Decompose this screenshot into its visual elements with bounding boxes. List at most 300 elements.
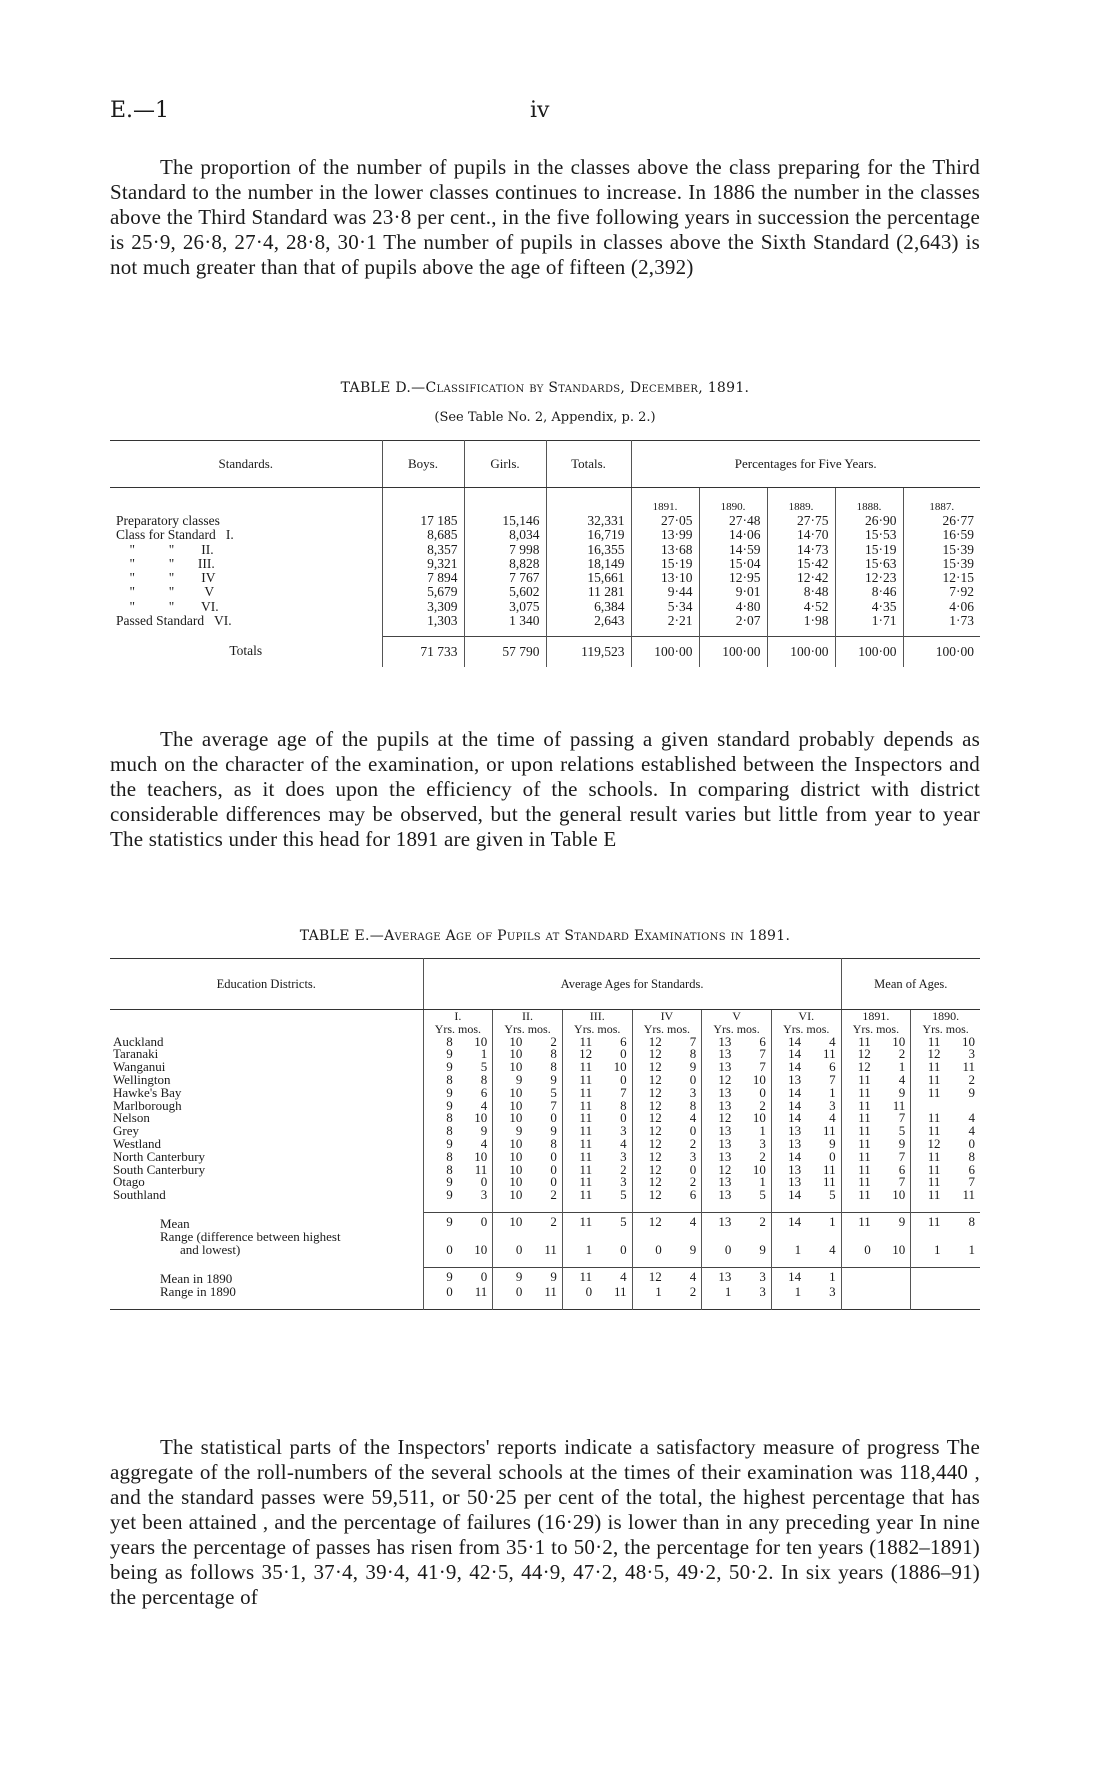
years-value: 14 bbox=[771, 1100, 804, 1113]
months-value: 4 bbox=[898, 1071, 906, 1087]
months-value: 9 bbox=[689, 1242, 697, 1258]
years-value: 10 bbox=[493, 1036, 526, 1049]
years-value: 9 bbox=[423, 1267, 456, 1286]
percentage-value: 12·95 bbox=[699, 571, 767, 585]
years-value: 10 bbox=[493, 1048, 526, 1061]
table-row bbox=[110, 1036, 980, 1049]
years-value: 11 bbox=[562, 1036, 595, 1049]
years-value: 0 bbox=[632, 1231, 665, 1257]
years-value: 11 bbox=[562, 1112, 595, 1125]
months-value: 0 bbox=[968, 1135, 975, 1151]
paragraph-statistics bbox=[110, 1435, 980, 1610]
years-value: 13 bbox=[702, 1151, 735, 1164]
table-row bbox=[110, 514, 980, 528]
years-value: 12 bbox=[632, 1036, 665, 1049]
years-value: 9 bbox=[493, 1267, 526, 1286]
years-value: 9 bbox=[423, 1100, 456, 1113]
years-value: 9 bbox=[493, 1074, 526, 1087]
percentage-value: 15·39 bbox=[903, 557, 980, 571]
years-value: 11 bbox=[911, 1189, 944, 1202]
standard-label: " " IV bbox=[116, 570, 216, 586]
girls-value: 15,146 bbox=[464, 514, 546, 528]
months-value: 9 bbox=[898, 1135, 906, 1151]
district-name: South Canterbury bbox=[113, 1161, 206, 1177]
months-value: 11 bbox=[823, 1174, 836, 1190]
years-value: 13 bbox=[702, 1100, 735, 1113]
years-value: 11 bbox=[911, 1087, 944, 1100]
percentage-value: 26·77 bbox=[903, 514, 980, 528]
months-value: 10 bbox=[474, 1148, 488, 1164]
years-value bbox=[841, 1286, 874, 1299]
years-value: 13 bbox=[771, 1176, 804, 1189]
percentage-value: 4·80 bbox=[699, 600, 767, 614]
standard-label: " " VI. bbox=[116, 598, 219, 614]
table-row bbox=[110, 557, 980, 571]
years-value: 0 bbox=[841, 1231, 874, 1257]
months-value: 6 bbox=[898, 1161, 906, 1177]
standard-subheader: I. Yrs. mos. bbox=[423, 1010, 493, 1036]
years-value: 11 bbox=[562, 1074, 595, 1087]
months-value: 7 bbox=[898, 1174, 906, 1190]
table-row bbox=[110, 1151, 980, 1164]
mean-1890-label: Mean in 1890 bbox=[160, 1271, 233, 1287]
percentage-value: 1·98 bbox=[767, 614, 835, 628]
percentage-value: 14·59 bbox=[699, 543, 767, 557]
district-name: Otago bbox=[113, 1174, 145, 1190]
months-value: 0 bbox=[620, 1110, 627, 1126]
percentage-value: 27·75 bbox=[767, 514, 835, 528]
percentage-value: 15·19 bbox=[631, 557, 699, 571]
years-value: 0 bbox=[562, 1286, 595, 1299]
months-value: 0 bbox=[550, 1148, 557, 1164]
months-value: 5 bbox=[480, 1059, 488, 1075]
years-value: 11 bbox=[841, 1176, 874, 1189]
months-value: 10 bbox=[752, 1071, 766, 1087]
months-value: 2 bbox=[734, 1212, 771, 1231]
years-value: 12 bbox=[702, 1164, 735, 1177]
percentage-total: 100·00 bbox=[631, 636, 699, 667]
months-value bbox=[874, 1286, 911, 1299]
year-header: 1891. bbox=[631, 488, 699, 515]
years-value: 11 bbox=[562, 1125, 595, 1138]
range-label: Range (difference between highest and lowest) bbox=[160, 1229, 341, 1258]
months-value: 10 bbox=[613, 1059, 627, 1075]
months-value: 8 bbox=[943, 1212, 980, 1231]
months-value: 3 bbox=[759, 1135, 766, 1151]
years-value: 8 bbox=[423, 1151, 456, 1164]
months-value: 5 bbox=[759, 1187, 766, 1203]
standard-label: " " V bbox=[116, 584, 215, 600]
months-value: 8 bbox=[480, 1071, 488, 1087]
paragraph-text: The statistical parts of the Inspectors' reports indicate a satisfactory measure of progress The aggregate of the roll-numbers of the several schools at the times of their examination was 118,440 , and the standard passes were 59,511, or 50·25 per cent of the total, the highest percentage that has yet been attained , and the percentage of failures (16·29) is lower than in any preceding year In nine years the percentage of passes has risen from 35·1 to 50·2, the percentage for ten years (1882–1891) being as follows 35·1, 37·4, 39·4, 41·9, 42·5, 44·9, 47·2, 48·5, 49·2, 50·2. In six years (1886–91) the percentage of bbox=[110, 1435, 980, 1609]
months-value: 11 bbox=[474, 1284, 488, 1300]
years-value: 11 bbox=[911, 1112, 944, 1125]
district-name: Southland bbox=[113, 1187, 166, 1203]
percentage-value: 14·73 bbox=[767, 543, 835, 557]
years-value: 10 bbox=[493, 1087, 526, 1100]
months-value: 2 bbox=[968, 1071, 975, 1087]
years-value: 8 bbox=[423, 1036, 456, 1049]
months-value: 4 bbox=[665, 1267, 702, 1286]
table-row bbox=[110, 1189, 980, 1202]
years-value: 11 bbox=[562, 1176, 595, 1189]
months-value: 7 bbox=[620, 1084, 627, 1100]
months-value: 10 bbox=[474, 1033, 488, 1049]
years-value: 12 bbox=[632, 1100, 665, 1113]
months-value: 9 bbox=[550, 1071, 557, 1087]
col-districts: Education Districts. bbox=[110, 959, 423, 1010]
months-value: 4 bbox=[665, 1212, 702, 1231]
years-value: 13 bbox=[771, 1138, 804, 1151]
months-value: 5 bbox=[550, 1084, 557, 1100]
months-value: 11 bbox=[614, 1284, 627, 1300]
months-value: 11 bbox=[823, 1046, 836, 1062]
standard-subheader: 1891. Yrs. mos. bbox=[841, 1010, 911, 1036]
years-value: 12 bbox=[562, 1048, 595, 1061]
months-value: 4 bbox=[968, 1110, 975, 1126]
months-value: 6 bbox=[759, 1033, 766, 1049]
percentage-value: 9·44 bbox=[631, 585, 699, 599]
years-value: 12 bbox=[911, 1048, 944, 1061]
months-value: 0 bbox=[456, 1267, 493, 1286]
district-name: Hawke's Bay bbox=[113, 1084, 182, 1100]
table-e-title-prefix: TABLE E.— bbox=[299, 928, 385, 944]
months-value: 0 bbox=[689, 1071, 697, 1087]
years-value: 11 bbox=[841, 1125, 874, 1138]
years-value: 11 bbox=[562, 1212, 595, 1231]
years-value: 11 bbox=[562, 1164, 595, 1177]
years-value: 11 bbox=[841, 1087, 874, 1100]
years-value: 12 bbox=[632, 1267, 665, 1286]
table-d-title bbox=[110, 380, 980, 396]
months-value: 0 bbox=[759, 1084, 766, 1100]
years-value: 14 bbox=[771, 1036, 804, 1049]
year-header: 1887. bbox=[903, 488, 980, 515]
years-value: 9 bbox=[423, 1212, 456, 1231]
standard-subheader: III. Yrs. mos. bbox=[562, 1010, 632, 1036]
percentage-value: 15·53 bbox=[835, 528, 903, 542]
months-value: 7 bbox=[968, 1174, 975, 1190]
years-value: 13 bbox=[771, 1074, 804, 1087]
paragraph-average-age bbox=[110, 727, 980, 852]
years-value: 11 bbox=[841, 1112, 874, 1125]
months-value: 4 bbox=[480, 1135, 488, 1151]
percentage-total: 100·00 bbox=[835, 636, 903, 667]
months-value: 10 bbox=[892, 1033, 906, 1049]
months-value: 9 bbox=[480, 1123, 488, 1139]
months-value: 4 bbox=[480, 1097, 488, 1113]
years-value: 12 bbox=[632, 1125, 665, 1138]
percentage-value: 15·04 bbox=[699, 557, 767, 571]
table-d-subtitle: (See Table No. 2, Appendix, p. 2.) bbox=[434, 410, 656, 425]
years-value: 11 bbox=[911, 1074, 944, 1087]
years-value: 11 bbox=[911, 1164, 944, 1177]
year-header: 1889. bbox=[767, 488, 835, 515]
totals-value: 2,643 bbox=[546, 614, 631, 628]
girls-total: 57 790 bbox=[464, 636, 546, 667]
months-value: 1 bbox=[829, 1084, 836, 1100]
months-value: 9 bbox=[898, 1084, 906, 1100]
years-value bbox=[841, 1267, 874, 1286]
boys-value: 17 185 bbox=[382, 514, 464, 528]
months-value: 11 bbox=[962, 1187, 975, 1203]
years-value: 13 bbox=[702, 1036, 735, 1049]
standard-subheader: VI. Yrs. mos. bbox=[771, 1010, 841, 1036]
years-value: 10 bbox=[493, 1189, 526, 1202]
years-value: 13 bbox=[771, 1125, 804, 1138]
months-value: 4 bbox=[829, 1242, 836, 1258]
table-e-title-rest: Average Age of Pupils at Standard Examinations in 1891. bbox=[384, 928, 791, 944]
years-value: 12 bbox=[632, 1164, 665, 1177]
months-value: 6 bbox=[968, 1161, 975, 1177]
totals-value: 6,384 bbox=[546, 600, 631, 614]
months-value: 0 bbox=[620, 1071, 627, 1087]
months-value: 8 bbox=[689, 1046, 697, 1062]
years-value: 11 bbox=[562, 1087, 595, 1100]
percentage-value: 12·15 bbox=[903, 571, 980, 585]
months-value: 1 bbox=[759, 1123, 766, 1139]
months-value: 1 bbox=[759, 1174, 766, 1190]
paragraph-text: The proportion of the number of pupils in the classes above the class preparing for the Third Standard to the number in the lower classes continues to increase. In 1886 the number in the classes above the Third Standard was 23·8 per cent., in the five following years in succession the percentage is 25·9, 26·8, 27·4, 28·8, 30·1 The number of pupils in classes above the Sixth Standard (2,643) is not much greater than that of pupils above the age of fifteen (2,392) bbox=[110, 155, 980, 279]
years-value: 9 bbox=[423, 1087, 456, 1100]
months-value: 8 bbox=[620, 1097, 627, 1113]
months-value: 9 bbox=[550, 1123, 557, 1139]
months-value: 6 bbox=[689, 1187, 697, 1203]
totals-value: 15,661 bbox=[546, 571, 631, 585]
years-value: 12 bbox=[841, 1048, 874, 1061]
months-value: 0 bbox=[620, 1242, 627, 1258]
years-value: 1 bbox=[702, 1286, 735, 1299]
months-value: 8 bbox=[968, 1148, 975, 1164]
months-value: 1 bbox=[968, 1242, 975, 1258]
months-value: 10 bbox=[892, 1187, 906, 1203]
table-row bbox=[110, 600, 980, 614]
months-value: 4 bbox=[829, 1110, 836, 1126]
months-value: 10 bbox=[752, 1110, 766, 1126]
table-row bbox=[110, 1125, 980, 1138]
years-value: 13 bbox=[702, 1267, 735, 1286]
girls-value: 3,075 bbox=[464, 600, 546, 614]
col-average-ages: Average Ages for Standards. bbox=[423, 959, 841, 1010]
boys-value: 5,679 bbox=[382, 585, 464, 599]
years-value: 10 bbox=[493, 1100, 526, 1113]
percentage-value: 2·21 bbox=[631, 614, 699, 628]
months-value: 11 bbox=[962, 1059, 975, 1075]
years-value: 14 bbox=[771, 1087, 804, 1100]
years-value: 1 bbox=[562, 1231, 595, 1257]
months-value: 7 bbox=[550, 1097, 557, 1113]
percentage-value: 2·07 bbox=[699, 614, 767, 628]
years-value bbox=[911, 1286, 944, 1299]
percentage-value: 15·63 bbox=[835, 557, 903, 571]
district-name: Marlborough bbox=[113, 1097, 182, 1113]
percentage-value: 27·48 bbox=[699, 514, 767, 528]
months-value: 7 bbox=[898, 1110, 906, 1126]
years-value: 12 bbox=[702, 1074, 735, 1087]
years-value: 9 bbox=[423, 1138, 456, 1151]
months-value: 0 bbox=[550, 1110, 557, 1126]
percentage-value: 12·42 bbox=[767, 571, 835, 585]
table-row bbox=[110, 543, 980, 557]
months-value: 1 bbox=[804, 1267, 841, 1286]
years-value: 12 bbox=[632, 1189, 665, 1202]
years-value: 10 bbox=[493, 1138, 526, 1151]
months-value: 11 bbox=[474, 1161, 488, 1177]
percentage-value: 7·92 bbox=[903, 585, 980, 599]
years-value: 9 bbox=[493, 1125, 526, 1138]
months-value: 5 bbox=[595, 1212, 632, 1231]
months-value: 5 bbox=[898, 1123, 906, 1139]
table-row bbox=[110, 1048, 980, 1061]
paragraph-proportion bbox=[110, 155, 980, 280]
months-value: 9 bbox=[968, 1084, 975, 1100]
years-value: 1 bbox=[771, 1231, 804, 1257]
percentage-value: 8·46 bbox=[835, 585, 903, 599]
years-value: 12 bbox=[632, 1074, 665, 1087]
percentage-value: 15·42 bbox=[767, 557, 835, 571]
boys-value: 7 894 bbox=[382, 571, 464, 585]
years-value: 1 bbox=[632, 1286, 665, 1299]
table-row bbox=[110, 1112, 980, 1125]
table-row bbox=[110, 1074, 980, 1087]
girls-value: 7 998 bbox=[464, 543, 546, 557]
table-row bbox=[110, 571, 980, 585]
months-value: 2 bbox=[689, 1284, 697, 1300]
percentage-value: 13·10 bbox=[631, 571, 699, 585]
range-1890-row bbox=[110, 1286, 980, 1299]
standard-label: Passed Standard VI. bbox=[116, 613, 232, 629]
months-value: 9 bbox=[874, 1212, 911, 1231]
table-e bbox=[110, 958, 980, 1310]
percentage-value: 4·52 bbox=[767, 600, 835, 614]
district-name: Taranaki bbox=[113, 1046, 159, 1062]
district-name: North Canterbury bbox=[113, 1148, 206, 1164]
months-value: 4 bbox=[968, 1123, 975, 1139]
year-header: 1888. bbox=[835, 488, 903, 515]
district-name: Grey bbox=[113, 1123, 139, 1139]
months-value: 0 bbox=[689, 1161, 697, 1177]
percentage-value: 27·05 bbox=[631, 514, 699, 528]
years-value: 12 bbox=[632, 1151, 665, 1164]
months-value: 9 bbox=[525, 1267, 562, 1286]
years-value: 0 bbox=[423, 1231, 456, 1257]
months-value: 8 bbox=[689, 1097, 697, 1113]
years-value: 0 bbox=[493, 1231, 526, 1257]
percentage-value: 1·71 bbox=[835, 614, 903, 628]
table-row bbox=[110, 1164, 980, 1177]
months-value: 4 bbox=[595, 1267, 632, 1286]
years-value: 11 bbox=[911, 1151, 944, 1164]
totals-value: 16,355 bbox=[546, 543, 631, 557]
months-value: 2 bbox=[550, 1187, 557, 1203]
months-value: 0 bbox=[480, 1174, 488, 1190]
years-value: 10 bbox=[493, 1212, 526, 1231]
col-totals: Totals. bbox=[546, 441, 631, 488]
months-value: 6 bbox=[480, 1084, 488, 1100]
years-value: 11 bbox=[562, 1100, 595, 1113]
months-value: 3 bbox=[829, 1097, 836, 1113]
months-value: 8 bbox=[550, 1135, 557, 1151]
years-value: 12 bbox=[632, 1212, 665, 1231]
years-value: 0 bbox=[702, 1231, 735, 1257]
percentage-value: 16·59 bbox=[903, 528, 980, 542]
months-value: 4 bbox=[689, 1110, 697, 1126]
months-value: 2 bbox=[759, 1148, 766, 1164]
col-percentages: Percentages for Five Years. bbox=[631, 441, 980, 488]
boys-value: 3,309 bbox=[382, 600, 464, 614]
years-value: 12 bbox=[911, 1138, 944, 1151]
months-value: 2 bbox=[759, 1097, 766, 1113]
totals-value: 32,331 bbox=[546, 514, 631, 528]
table-d-title-prefix: TABLE D.— bbox=[340, 380, 426, 396]
years-value: 13 bbox=[771, 1164, 804, 1177]
months-value: 3 bbox=[689, 1148, 697, 1164]
years-value: 11 bbox=[911, 1036, 944, 1049]
years-value: 10 bbox=[493, 1112, 526, 1125]
years-value: 10 bbox=[493, 1164, 526, 1177]
years-value: 11 bbox=[562, 1138, 595, 1151]
years-value: 12 bbox=[632, 1138, 665, 1151]
years-value: 14 bbox=[771, 1151, 804, 1164]
table-d-title-rest: Classification by Standards, December, 1891. bbox=[425, 380, 750, 396]
years-value: 14 bbox=[771, 1212, 804, 1231]
years-value: 13 bbox=[702, 1138, 735, 1151]
years-value: 13 bbox=[702, 1176, 735, 1189]
months-value: 7 bbox=[898, 1148, 906, 1164]
months-value: 5 bbox=[620, 1187, 627, 1203]
standard-label: " " II. bbox=[116, 541, 214, 557]
months-value: 11 bbox=[544, 1242, 557, 1258]
months-value: 2 bbox=[689, 1135, 697, 1151]
months-value: 5 bbox=[829, 1187, 836, 1203]
boys-total: 71 733 bbox=[382, 636, 464, 667]
months-value: 7 bbox=[829, 1071, 836, 1087]
table-e-title bbox=[110, 928, 980, 944]
months-value: 7 bbox=[689, 1033, 697, 1049]
years-value: 1 bbox=[911, 1231, 944, 1257]
standard-subheader: II. Yrs. mos. bbox=[493, 1010, 563, 1036]
months-value: 3 bbox=[620, 1148, 627, 1164]
years-value: 8 bbox=[423, 1164, 456, 1177]
years-value: 13 bbox=[702, 1061, 735, 1074]
years-value: 11 bbox=[911, 1061, 944, 1074]
percentage-value: 1·73 bbox=[903, 614, 980, 628]
months-value: 11 bbox=[544, 1284, 557, 1300]
months-value: 1 bbox=[804, 1212, 841, 1231]
girls-value: 8,034 bbox=[464, 528, 546, 542]
table-row bbox=[110, 1176, 980, 1189]
months-value: 0 bbox=[829, 1148, 836, 1164]
months-value: 0 bbox=[620, 1046, 627, 1062]
standard-subheader: 1890. Yrs. mos. bbox=[911, 1010, 980, 1036]
percentage-value: 9·01 bbox=[699, 585, 767, 599]
years-value: 11 bbox=[562, 1267, 595, 1286]
boys-value: 1,303 bbox=[382, 614, 464, 628]
months-value: 0 bbox=[550, 1161, 557, 1177]
years-value: 11 bbox=[841, 1100, 874, 1113]
months-value: 4 bbox=[829, 1033, 836, 1049]
years-value: 11 bbox=[911, 1176, 944, 1189]
months-value: 2 bbox=[898, 1046, 906, 1062]
percentage-total: 100·00 bbox=[903, 636, 980, 667]
months-value: 7 bbox=[759, 1046, 766, 1062]
years-value: 10 bbox=[493, 1061, 526, 1074]
year-header: 1890. bbox=[699, 488, 767, 515]
years-value: 12 bbox=[632, 1087, 665, 1100]
years-value: 12 bbox=[632, 1112, 665, 1125]
page-header bbox=[110, 98, 980, 128]
table-d bbox=[110, 440, 980, 667]
